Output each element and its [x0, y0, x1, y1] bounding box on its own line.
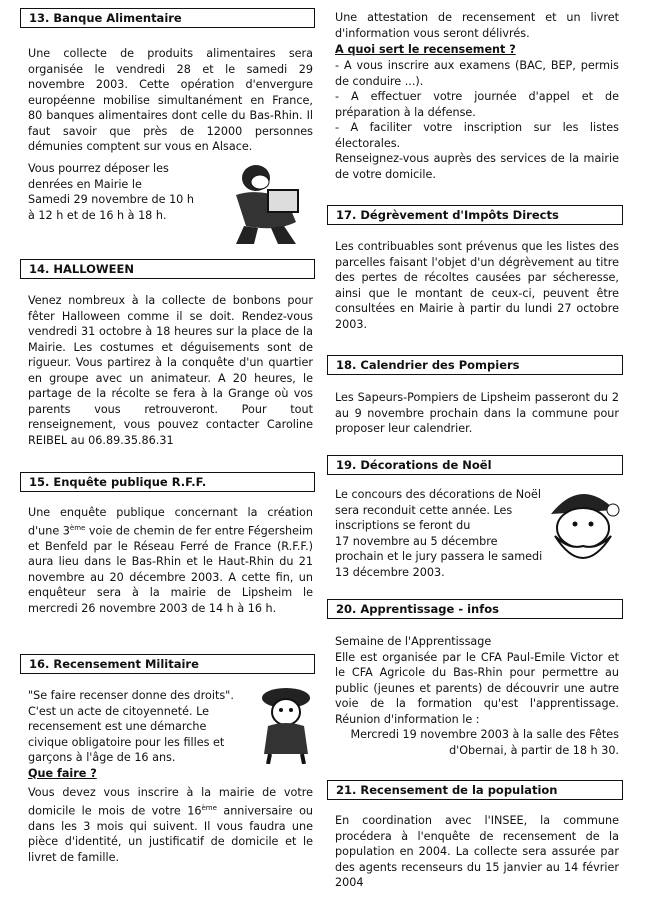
section-13-dropoff [28, 161, 228, 223]
dropoff-line-2: denrées en Mairie le [28, 177, 142, 191]
noel-line-1: Le concours des décorations de Noël [335, 488, 541, 501]
intro-line-2: C'est un acte de citoyenneté. Le [28, 704, 210, 718]
section-20-heading: 20. Apprentissage - infos [327, 599, 623, 619]
noel-line-3: inscriptions se feront du [335, 519, 471, 532]
section-15-text-a: Une enquête publique concernant la création d'une 3 [28, 506, 313, 538]
apprentissage-desc: Elle est organisée par le CFA Paul-Emile Victor et le CFA Agricole du Bas-Rhin pour permettre au public (jeunes et parents) de découvrir une autre voie de la formation qu'est l'apprentissage. Réunion d'information le : [335, 650, 619, 726]
soldier-illustration [256, 684, 316, 764]
noel-line-2: sera reconduit cette année. Les [335, 503, 513, 517]
section-13-heading: 13. Banque Alimentaire [20, 8, 315, 28]
intro-line-4: civique obligatoire pour les filles et [28, 735, 225, 749]
section-16-subheading: Que faire ? [28, 766, 97, 780]
section-19-heading: 19. Décorations de Noël [327, 455, 623, 475]
section-17-heading: 17. Dégrèvement d'Impôts Directs [327, 205, 623, 225]
santa-illustration [541, 480, 623, 576]
section-15-text [28, 505, 313, 616]
dropoff-line-4: à 12 h et de 16 h à 18 h. [28, 208, 167, 222]
noel-line-6: 13 décembre 2003. [335, 565, 445, 579]
bullet-3: - A faciliter votre inscription sur les listes électorales. [335, 121, 619, 150]
section-16-text [28, 785, 313, 865]
noel-line-5: prochain et le jury passera le samedi [335, 550, 543, 563]
section-19-text [335, 487, 545, 580]
intro-line-3: recensement est une démarche [28, 720, 207, 733]
dropoff-line-1: Vous pourrez déposer les [28, 162, 169, 175]
section-16-subheading-2: A quoi sert le recensement ? [335, 43, 516, 56]
section-16-closing: Renseignez-vous auprès des services de la mairie de votre domicile. [335, 152, 619, 181]
section-16-continued: Une attestation de recensement et un livret d'information vous seront délivrés. [335, 11, 619, 40]
apprentissage-title: Semaine de l'Apprentissage [335, 635, 492, 648]
section-15-text-b: voie de chemin de fer entre Fégersheim et Benfeld par le Réseau Ferré de France (R.F.F.) aura lieu dans le Bas-Rhin et le Haut-Rhin du 21 novembre au 20 décembre 2003. A cette fin, un enquêteur sera à la mairie de Lipsheim le mercredi 26 novembre 2003 de 14 h à 16 h. [28, 524, 314, 615]
section-14-text: Venez nombreux à la collecte de bonbons pour fêter Halloween comme il se doit. Rendez-vous vendredi 31 octobre à 18 heures sur la place de la Mairie. Les costumes et déguisements sont de rigueur. Vous partirez à la conquête d'un quartier en groupe avec un animateur. A 20 heures, le partage de la récolte se fera à la Grange où vos parents vous retrouveront. Pour tout renseignement, vous pouvez contacter Caroline REIBEL au 06.89.35.86.31 [28, 294, 313, 447]
section-16-heading: 16. Recensement Militaire [20, 654, 315, 674]
bullet-2: - A effectuer votre journée d'appel et de préparation à la défense. [335, 90, 619, 119]
section-18-text: Les Sapeurs-Pompiers de Lipsheim passeront du 2 au 9 novembre prochain dans la commune pour proposer leur calendrier. [335, 391, 619, 435]
section-13-text: Une collecte de produits alimentaires sera organisée le vendredi 28 et le samedi 29 novembre 2003. Cette opération d'envergure européenne mobilise simultanément en France, 80 banques alimentaires dont celle du Bas-Rhin. Il faut savoir que près de 12000 personnes démunies comptent sur vous en Alsace. [28, 47, 313, 153]
superscript: ème [201, 803, 217, 812]
intro-line-5: garçons à l'âge de 16 ans. [28, 751, 176, 764]
section-14-heading: 14. HALLOWEEN [20, 259, 315, 279]
apprentissage-date-2: d'Obernai, à partir de 18 h 30. [449, 743, 619, 757]
dropoff-line-3: Samedi 29 novembre de 10 h [28, 193, 194, 206]
section-20-text [335, 634, 619, 758]
section-21-text: En coordination avec l'INSEE, la commune procédera à l'enquête de recensement de la population en 2004. La collecte sera assurée par des agents recenseurs du 15 janvier au 14 février 2004 [335, 814, 619, 889]
section-16-text-b: anniversaire ou dans les 3 mois qui suivent. Il vous faudra une pièce d'identité, un justificatif de domicile et le livret de famille. [28, 804, 314, 864]
section-15-heading: 15. Enquête publique R.F.F. [20, 472, 315, 492]
section-16-text-a: Vous devez vous inscrire à la mairie de votre domicile le mois de votre 16 [28, 786, 313, 818]
apprentissage-date-1: Mercredi 19 novembre 2003 à la salle des Fêtes [350, 728, 619, 741]
food-bank-illustration [216, 160, 312, 246]
section-18-heading: 18. Calendrier des Pompiers [327, 355, 623, 375]
section-16-intro [28, 688, 264, 781]
bullet-1: - A vous inscrire aux examens (BAC, BEP, permis de conduire ...). [335, 59, 619, 88]
superscript: ème [69, 523, 86, 532]
noel-line-4: 17 novembre au 5 décembre [335, 534, 498, 548]
intro-line-1: "Se faire recenser donne des droits". [28, 689, 234, 702]
section-16-bullets [335, 58, 619, 182]
section-17-text: Les contribuables sont prévenus que les listes des parcelles faisant l'objet d'un dégrèvement au titre des pertes de récoltes causées par sécheresse, ainsi que le montant de ceux-ci, peuvent être consultées en Mairie à partir du lundi 27 octobre 2003. [335, 240, 619, 331]
section-21-heading: 21. Recensement de la population [327, 780, 623, 800]
